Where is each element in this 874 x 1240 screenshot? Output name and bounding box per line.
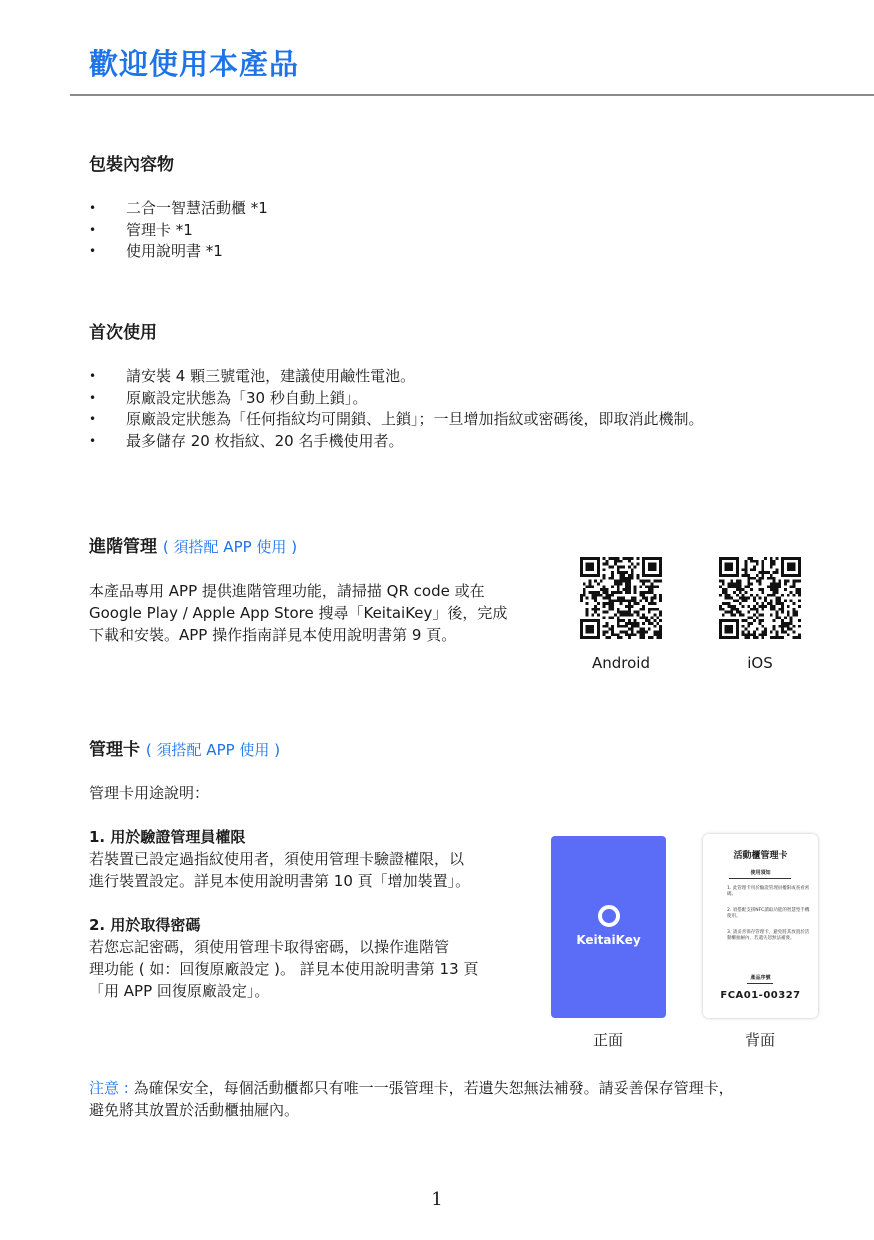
page-title: 歡迎使用本產品 [89, 47, 300, 81]
card-use-2 [89, 914, 529, 1002]
list-item: • 二合一智慧活動櫃 *1 [89, 198, 268, 220]
title-divider [70, 94, 874, 96]
card-back-image [703, 834, 818, 1018]
first-use-list [89, 366, 704, 452]
qr-code-android[interactable] [580, 557, 662, 639]
card-intro: 管理卡用途說明： [89, 784, 210, 802]
qr-ios-label: iOS [747, 654, 773, 672]
qr-android-label: Android [592, 654, 650, 672]
list-item: • 請安裝 4 顆三號電池，建議使用鹼性電池。 [89, 366, 704, 388]
card-back-divider [729, 878, 791, 879]
card-back-item: 1. 此管理卡用於驗證管理員權限或查看密碼。 [727, 886, 810, 897]
card-back-serial: FCA01-00327 [720, 990, 801, 1001]
card-heading [89, 735, 280, 760]
card-back-title: 活動櫃管理卡 [733, 851, 788, 861]
card-use-2-title: 2. 用於取得密碼 [89, 916, 201, 934]
list-item: • 使用說明書 *1 [89, 241, 268, 263]
list-item: • 原廠設定狀態為「任何指紋均可開鎖、上鎖」；一旦增加指紋或密碼後，即取消此機制。 [89, 409, 704, 431]
card-heading-text: 管理卡 [89, 740, 140, 760]
list-item: • 管理卡 *1 [89, 220, 268, 242]
card-brand: KeitaiKey [576, 933, 641, 947]
qr-ios-icon [719, 557, 801, 639]
paragraph-line: Google Play / Apple App Store 搜尋「KeitaiKey」後，完成 [89, 604, 508, 622]
paragraph-line: 理功能 ( 如：回復原廠設定 )。 詳見本使用說明書第 13 頁 [89, 960, 479, 978]
paragraph-line: 本產品專用 APP 提供進階管理功能，請掃描 QR code 或在 [89, 582, 485, 600]
qr-android-icon [580, 557, 662, 639]
advanced-paragraph [89, 580, 549, 646]
card-heading-sub: ( 須搭配 APP 使用 ) [145, 741, 281, 759]
package-list [89, 198, 268, 263]
paragraph-line: 若裝置已設定過指紋使用者，須使用管理卡驗證權限，以 [89, 850, 465, 868]
card-back-caption: 背面 [744, 1031, 775, 1049]
card-front-caption: 正面 [592, 1031, 623, 1049]
advanced-heading [89, 532, 297, 557]
list-item: • 最多儲存 20 枚指紋、20 名手機使用者。 [89, 431, 704, 453]
card-back-divider [747, 983, 773, 984]
paragraph-line: 「用 APP 回復原廠設定」。 [89, 982, 270, 1000]
paragraph-line: 若您忘記密碼，須使用管理卡取得密碼，以操作進階管 [89, 938, 450, 956]
note-text-2: 避免將其放置於活動櫃抽屜內。 [89, 1101, 300, 1119]
card-back-subtitle: 使用須知 [750, 870, 771, 876]
card-front-image [551, 836, 666, 1018]
paragraph-line: 下載和安裝。APP 操作指南詳見本使用說明書第 9 頁。 [89, 626, 457, 644]
list-item: • 原廠設定狀態為「30 秒自動上鎖」。 [89, 388, 704, 410]
paragraph-line: 進行裝置設定。詳見本使用說明書第 10 頁「增加裝置」。 [89, 872, 471, 890]
card-back-item: 3. 請妥善保存管理卡，避免將其放置於活動櫃抽屜內，若遺失恕無法補發。 [727, 930, 810, 941]
card-use-1 [89, 826, 529, 892]
package-heading: 包裝內容物 [89, 155, 174, 175]
card-back-item: 2. 須搭配支援NFC讀取功能的智慧型手機使用。 [727, 908, 810, 919]
qr-code-ios[interactable] [719, 557, 801, 639]
note [89, 1077, 819, 1121]
advanced-heading-text: 進階管理 [89, 537, 157, 557]
note-tag: 注意 : [89, 1079, 129, 1097]
first-use-heading: 首次使用 [89, 323, 157, 343]
card-logo-ring-icon [598, 905, 620, 927]
advanced-heading-sub: ( 須搭配 APP 使用 ) [162, 538, 298, 556]
note-text: 為確保安全，每個活動櫃都只有唯一一張管理卡，若遺失恕無法補發。請妥善保存管理卡， [128, 1079, 734, 1097]
card-back-serial-label: 產品序號 [750, 975, 771, 981]
page-number: 1 [431, 1189, 443, 1210]
card-use-1-title: 1. 用於驗證管理員權限 [89, 828, 246, 846]
